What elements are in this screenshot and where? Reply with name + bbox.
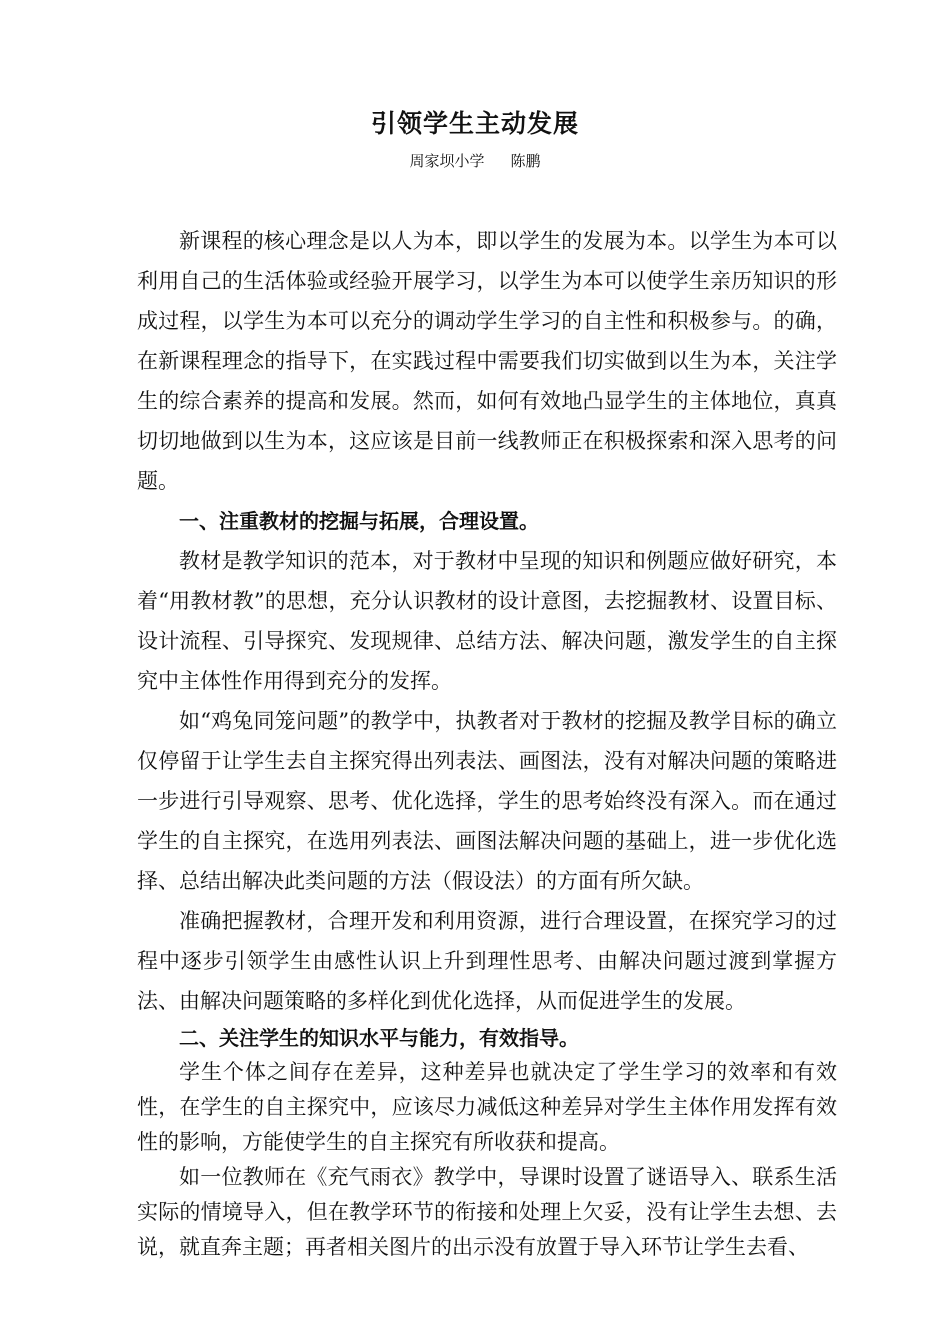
author-name: 陈鹏 <box>510 152 541 170</box>
paragraph: 如一位教师在《充气雨衣》教学中，导课时设置了谜语导入、联系生活实际的情境导入，但在教学环节的衔接和处理上欠妥，没有让学生去想、去说，就直奔主题；再者相关图片的出示没有放置于导入环节让学生去看、 <box>137 1165 837 1259</box>
byline <box>0 150 950 172</box>
body-section-1 <box>137 221 837 1021</box>
school-name: 周家坝小学 <box>409 152 485 170</box>
section-heading-1: 一、注重教材的挖掘与拓展，合理设置。 <box>179 509 539 533</box>
section-heading-2: 二、关注学生的知识水平与能力，有效指导。 <box>179 1026 579 1050</box>
document-title: 引领学生主动发展 <box>370 109 579 138</box>
paragraph: 学生个体之间存在差异，这种差异也就决定了学生学习的效率和有效性，在学生的自主探究中，应该尽力减低这种差异对学生主体作用发挥有效性的影响，方能使学生的自主探究有所收获和提高。 <box>137 1060 837 1154</box>
paragraph-intro: 新课程的核心理念是以人为本，即以学生的发展为本。以学生为本可以利用自己的生活体验或经验开展学习，以学生为本可以使学生亲历知识的形成过程，以学生为本可以充分的调动学生学习的自主性和积极参与。的确，在新课程理念的指导下，在实践过程中需要我们切实做到以生为本，关注学生的综合素养的提高和发展。然而，如何有效地凸显学生的主体地位，真真切切地做到以生为本，这应该是目前一线教师正在积极探索和深入思考的问题。 <box>137 229 837 493</box>
paragraph: 教材是教学知识的范本，对于教材中呈现的知识和例题应做好研究，本着“用教材教”的思想，充分认识教材的设计意图，去挖掘教材、设置目标、设计流程、引导探究、发现规律、总结方法、解决问题，激发学生的自主探究中主体性作用得到充分的发挥。 <box>137 549 837 693</box>
paragraph: 准确把握教材，合理开发和利用资源，进行合理设置，在探究学习的过程中逐步引领学生由感性认识上升到理性思考、由解决问题过渡到掌握方法、由解决问题策略的多样化到优化选择，从而促进学生的发展。 <box>137 909 837 1013</box>
body-section-2 <box>137 1022 837 1265</box>
paragraph: 如“鸡兔同笼问题”的教学中，执教者对于教材的挖掘及教学目标的确立仅停留于让学生去自主探究得出列表法、画图法，没有对解决问题的策略进一步进行引导观察、思考、优化选择，学生的思考始终没有深入。而在通过学生的自主探究，在选用列表法、画图法解决问题的基础上，进一步优化选择、总结出解决此类问题的方法（假设法）的方面有所欠缺。 <box>137 709 837 893</box>
